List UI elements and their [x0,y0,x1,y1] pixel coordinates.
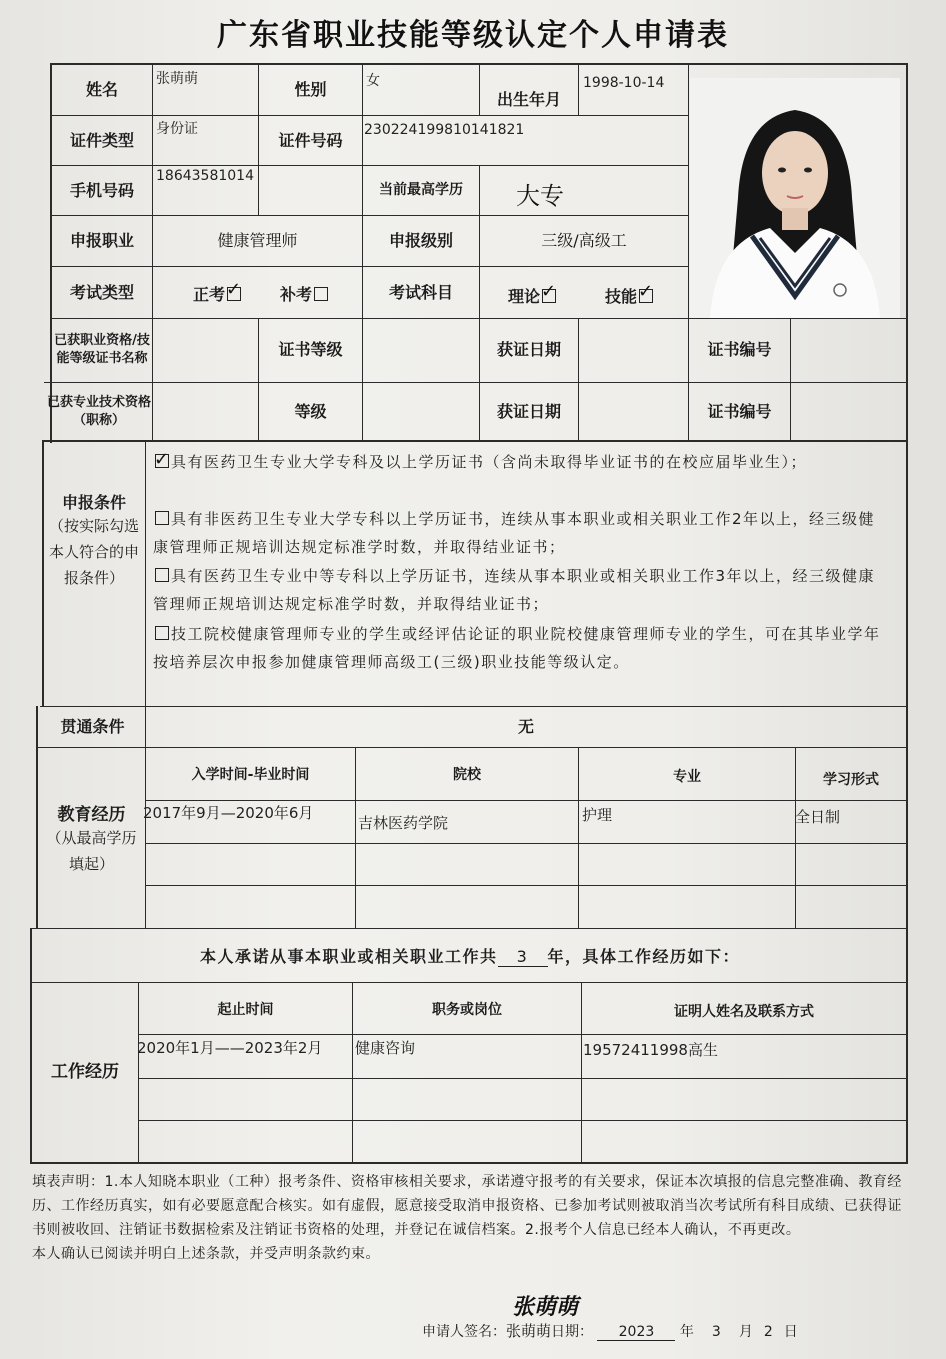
condition-3-text: 具有医药卫生专业中等专科以上学历证书，连续从事本职业或相关职业工作3年以上，经三级健康管理师正规培训达规定标准学时数，并取得结业证书； [153,567,876,613]
condition-2-text: 具有非医药卫生专业大学专科以上学历证书，连续从事本职业或相关职业工作2年以上，经三级健康管理师正规培训达规定标准学时数，并取得结业证书； [153,510,876,556]
obtained-prof-label: 已获专业技术资格（职称） [46,394,151,428]
signature-label: 申请人签名： [422,1324,506,1340]
condition-item-2[interactable] [153,505,883,561]
portrait-image [690,78,900,318]
condition-1-checkbox[interactable] [155,454,169,468]
edu-header-period: 入学时间-毕业时间 [191,766,310,783]
date-label: 日期： [551,1324,594,1340]
work-commit-prefix: 本人承诺从事本职业或相关职业工作共 [199,947,498,966]
exam-regular-label: 正考 [193,285,226,304]
id-type-label: 证件类型 [69,130,134,150]
edu-row-major: 护理 [582,806,613,824]
handwritten-signature: 张萌萌 [512,1294,579,1320]
gender-label: 性别 [294,80,327,100]
edu-hint: （从最高学历填起） [46,829,137,873]
phone-label: 手机号码 [69,180,134,200]
phone-value: 18643581014 [156,168,254,184]
work-row-position: 健康咨询 [355,1039,416,1057]
cert-no-label: 证书编号 [707,340,772,360]
date-year-unit: 年 [679,1324,694,1340]
id-no-label: 证件号码 [278,130,343,150]
condition-4-checkbox[interactable] [155,626,169,640]
name-value: 张萌萌 [156,71,198,87]
edu-header-school: 院校 [453,766,481,783]
work-row-reference: 19572411998高生 [583,1041,718,1059]
condition-1-text: 具有医药卫生专业大学专科及以上学历证书（含尚未取得毕业证书的在校应届毕业生）； [171,453,808,471]
work-row-period: 2020年1月——2023年2月 [137,1039,323,1057]
exam-regular[interactable] [193,282,243,305]
exam-skill[interactable] [605,284,655,307]
cert-level-label: 证书等级 [278,340,343,360]
edu-row-school: 吉林医药学院 [358,814,449,832]
prof-no-label: 证书编号 [707,401,772,421]
work-label: 工作经历 [51,1062,119,1083]
obtained-cert-label: 已获职业资格/技能等级证书名称 [54,333,150,366]
condition-item-4[interactable] [153,620,883,676]
exam-theory-checkbox[interactable] [542,289,556,303]
birth-label: 出生年月 [496,90,561,110]
condition-3-checkbox[interactable] [155,568,169,582]
pathway-label: 贯通条件 [60,717,125,737]
date-day: 2 [763,1324,773,1340]
prof-date-label: 获证日期 [496,401,561,421]
declaration-notice [32,1170,912,1266]
exam-type-label: 考试类型 [69,282,134,302]
confirm-text: 本人确认已阅读并明白上述条款，并受声明条款约束。 [32,1246,380,1262]
subject-label: 考试科目 [388,282,453,302]
exam-makeup-checkbox[interactable] [314,287,328,301]
conditions-label-block [44,490,144,591]
work-commitment [32,944,908,967]
conditions-hint: （按实际勾选本人符合的申报条件） [48,517,139,587]
notice-text: 填表声明：1.本人知晓本职业（工种）报考条件、资格审核相关要求，承诺遵守报考的有关要求，保证本次填报的信息完整准确、教育经历、工作经历真实，如有必要愿意配合核实。如有虚假，愿意接受取消申报资格、已参加考试则被取消当次考试所有科目成绩、已获得证书则被收回、注销证书数据检索及注销证书资格的处理，并登记在诚信档案。2.报考个人信息已经本人确认，不再更改。 [32,1174,902,1238]
edu-label: 教育经历 [57,805,126,825]
pathway-value: 无 [517,717,534,737]
condition-2-checkbox[interactable] [155,511,169,525]
work-years: 3 [498,947,548,967]
exam-regular-checkbox[interactable] [227,287,241,301]
condition-4-text: 技工院校健康管理师专业的学生或经评估论证的职业院校健康管理师专业的学生，可在其毕业学年按培养层次申报参加健康管理师高级工(三级)职业技能等级认定。 [153,625,881,671]
level-label: 申报级别 [388,231,453,251]
id-no-value: 230224199810141821 [364,122,525,138]
work-header-period: 起止时间 [217,1001,274,1018]
work-header-reference: 证明人姓名及联系方式 [674,1003,814,1020]
name-label: 姓名 [85,80,118,100]
work-commit-suffix: 年，具体工作经历如下： [547,947,741,966]
date-year: 2023 [597,1324,675,1341]
work-header-position: 职务或岗位 [432,1001,502,1018]
exam-theory-label: 理论 [508,287,541,306]
exam-skill-checkbox[interactable] [639,289,653,303]
cert-date-label: 获证日期 [496,340,561,360]
exam-makeup[interactable] [280,282,330,305]
applicant-photo [690,78,900,318]
education-value: 大专 [516,182,564,210]
edu-header-mode: 学习形式 [823,772,879,789]
condition-item-1[interactable] [153,448,883,476]
edu-row-period: 2017年9月—2020年6月 [143,804,314,822]
gender-value: 女 [366,73,380,89]
signature-line [422,1320,798,1341]
form-title: 广东省职业技能等级认定个人申请表 [217,18,729,53]
id-type-value: 身份证 [156,121,198,137]
level-value: 三级/高级工 [541,231,627,251]
conditions-label: 申报条件 [61,493,126,512]
edu-label-block [38,800,145,877]
date-day-unit: 日 [783,1324,798,1340]
education-label: 当前最高学历 [379,182,463,199]
grade-label: 等级 [294,401,327,421]
exam-theory[interactable] [508,284,558,307]
date-month: 3 [711,1324,721,1340]
exam-skill-label: 技能 [605,287,638,306]
occupation-value: 健康管理师 [217,231,298,251]
condition-item-3[interactable] [153,562,883,618]
occupation-label: 申报职业 [69,231,134,251]
edu-header-major: 专业 [673,769,701,786]
birth-value: 1998-10-14 [583,75,665,91]
date-month-unit: 月 [738,1324,753,1340]
edu-row-mode: 全日制 [795,808,841,826]
signature-name: 张萌萌 [506,1322,552,1340]
exam-makeup-label: 补考 [280,285,313,304]
